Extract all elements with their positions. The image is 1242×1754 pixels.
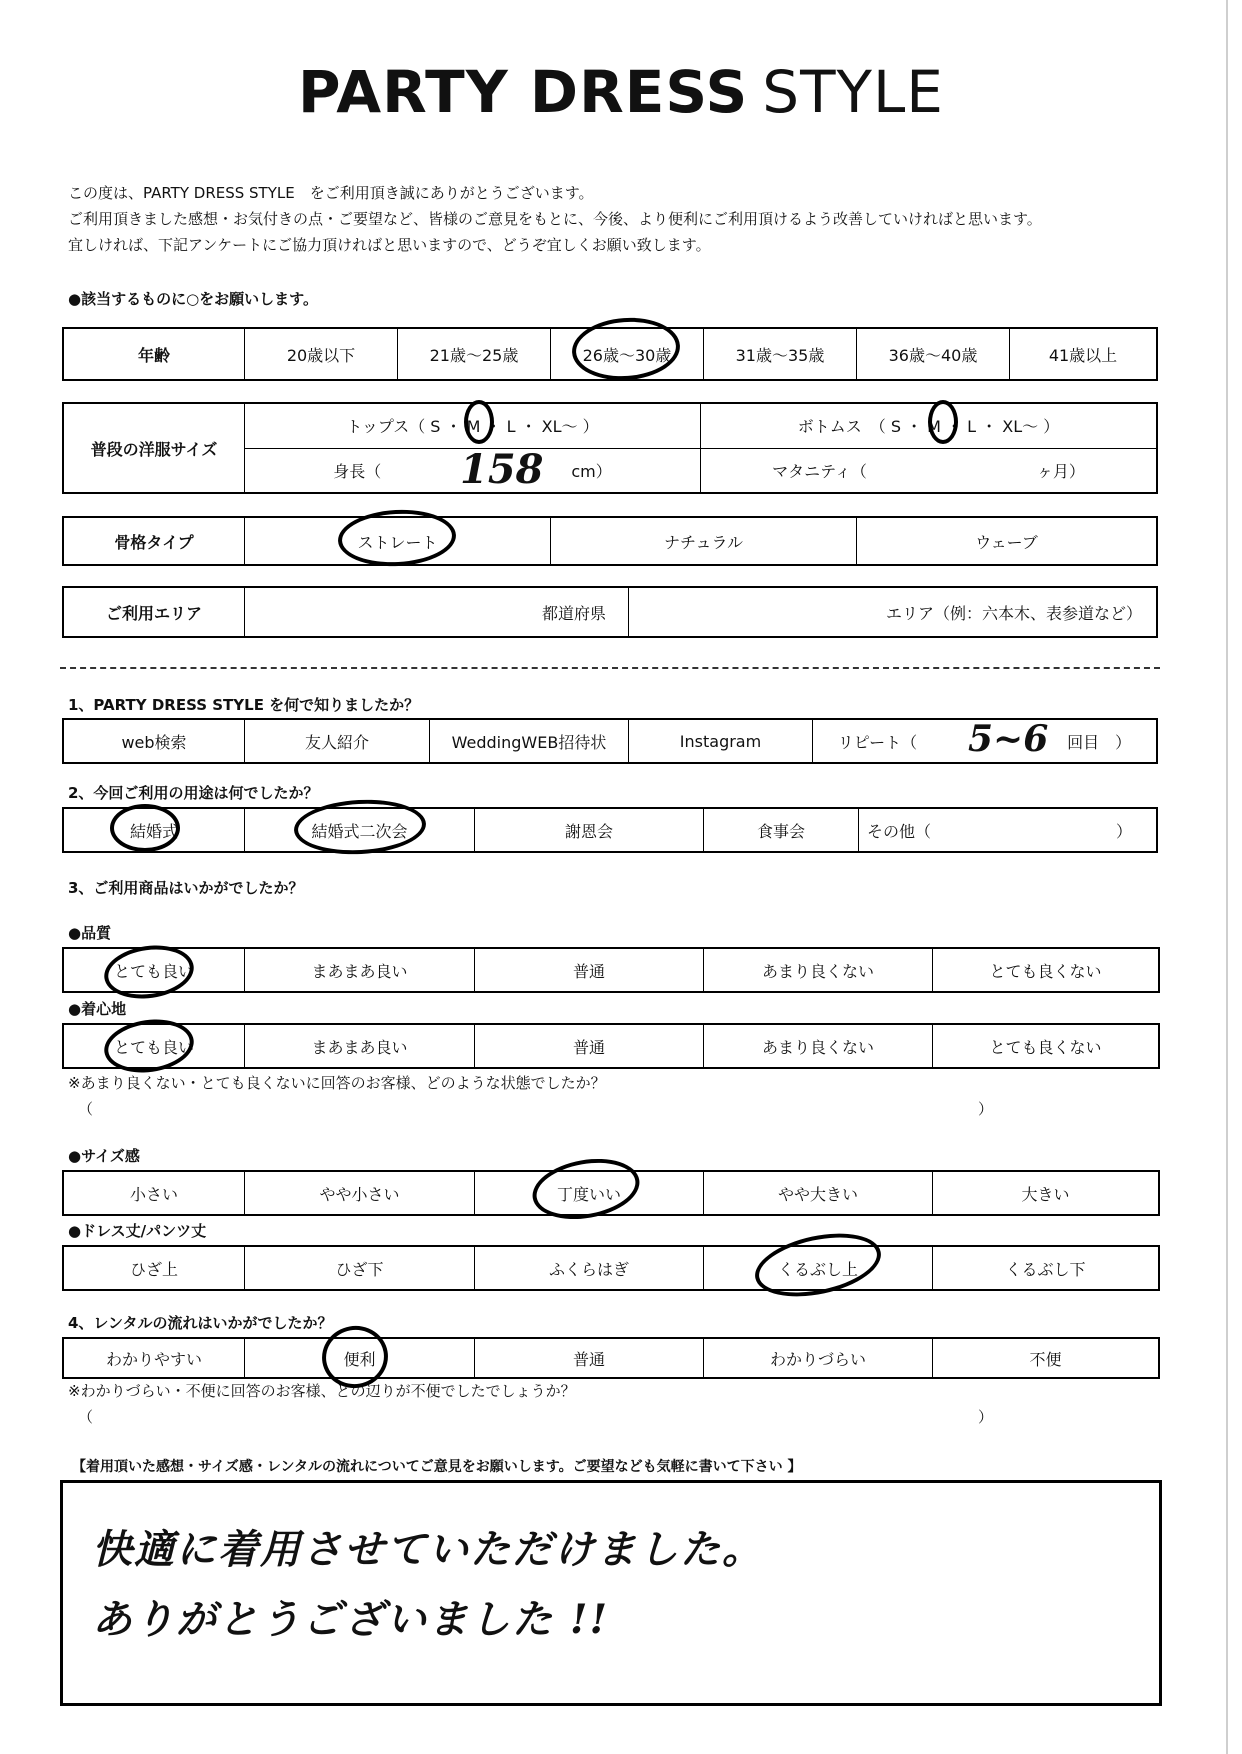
q2-option[interactable]: 結婚式二次会	[244, 809, 474, 851]
quality-table	[62, 947, 1160, 993]
maternity-unit: ヶ月）	[1036, 461, 1085, 481]
fit-option[interactable]: やや小さい	[244, 1172, 474, 1214]
quality-option[interactable]: とても良くない	[932, 949, 1158, 991]
height-handwritten: 158	[460, 446, 544, 493]
comfort-option[interactable]: まあまあ良い	[244, 1025, 474, 1067]
q1-title: 1、PARTY DRESS STYLE を何で知りましたか？	[68, 696, 420, 714]
age-option[interactable]: 20歳以下	[244, 329, 397, 379]
fit-label: ●サイズ感	[68, 1147, 140, 1165]
comfort-note-paren-close: ）	[978, 1100, 994, 1118]
q4-option[interactable]: 便利	[244, 1339, 474, 1377]
comfort-option[interactable]: 普通	[474, 1025, 703, 1067]
comfort-option[interactable]: とても良くない	[932, 1025, 1158, 1067]
size-table	[62, 402, 1158, 494]
length-option[interactable]: ひざ上	[129, 1259, 178, 1279]
title-bold: PARTY DRESS	[298, 58, 749, 126]
q2-option[interactable]: 謝恩会	[474, 809, 703, 851]
length-option[interactable]: ひざ下	[244, 1247, 474, 1289]
repeat-label: リピート（	[837, 732, 918, 752]
comment-line: ありがとうございました !!	[92, 1596, 610, 1643]
intro-line: この度は、PARTY DRESS STYLE をご利用頂き誠にありがとうございます。	[68, 184, 594, 202]
q2-title: 2、今回ご利用の用途は何でしたか？	[68, 784, 319, 802]
comfort-table	[62, 1023, 1160, 1069]
age-option[interactable]: 36歳〜40歳	[856, 329, 1009, 379]
flow-note: ※わかりづらい・不便に回答のお客様、どの辺りが不便でしたでしょうか？	[68, 1382, 576, 1400]
size-label: 普段の洋服サイズ	[90, 439, 218, 459]
quality-option[interactable]: とても良い	[113, 961, 194, 981]
q4-table	[62, 1337, 1160, 1379]
length-option[interactable]: くるぶし下	[932, 1247, 1158, 1289]
body-type-option[interactable]: ナチュラル	[550, 518, 856, 564]
height-unit: cm）	[571, 461, 612, 481]
length-option[interactable]: ふくらはぎ	[474, 1247, 703, 1289]
body-type-option[interactable]: ストレート	[244, 518, 550, 564]
q2-other[interactable]	[858, 809, 1156, 851]
flow-note-paren-open: （	[78, 1408, 94, 1426]
section-divider	[60, 667, 1160, 669]
body-type-label: 骨格タイプ	[114, 532, 194, 552]
comfort-option[interactable]: とても良い	[113, 1037, 194, 1057]
title-thin: STYLE	[762, 58, 944, 126]
profile-heading: ●該当するものに○をお願いします。	[68, 290, 318, 308]
repeat-unit: 回目 ）	[1067, 732, 1132, 752]
quality-option[interactable]: あまり良くない	[703, 949, 932, 991]
tops-size[interactable]: トップス（ S ・ M ・ L ・ XL〜 ）	[346, 417, 599, 437]
q2-table	[62, 807, 1158, 853]
selection-circle-tops-m	[464, 400, 494, 444]
q1-option[interactable]: Instagram	[628, 720, 812, 762]
other-label: その他（	[867, 821, 932, 841]
age-option[interactable]: 41歳以上	[1009, 329, 1156, 379]
selection-circle-length	[749, 1223, 886, 1306]
maternity-label: マタニティ（	[772, 461, 867, 481]
maternity-field[interactable]	[700, 449, 1156, 493]
age-option[interactable]: 31歳〜35歳	[703, 329, 856, 379]
body-type-table	[62, 516, 1158, 566]
q1-option[interactable]: WeddingWEB招待状	[429, 720, 628, 762]
length-option[interactable]: くるぶし上	[703, 1247, 932, 1289]
q1-option[interactable]: 友人紹介	[244, 720, 429, 762]
q4-option[interactable]: わかりやすい	[105, 1349, 202, 1369]
area-table	[62, 586, 1158, 638]
page-title	[0, 58, 1242, 126]
intro-line: ご利用頂きました感想・お気付きの点・ご要望など、皆様のご意見をもとに、今後、より便利にご利用頂けるよう改善していければと思います。	[68, 210, 1042, 228]
comfort-note: ※あまり良くない・とても良くないに回答のお客様、どのような状態でしたか？	[68, 1074, 606, 1092]
repeat-handwritten: 5~6	[968, 718, 1049, 760]
size-grid	[244, 404, 1156, 492]
q1-option[interactable]: web検索	[121, 732, 187, 752]
comfort-note-paren-open: （	[78, 1100, 94, 1118]
q4-title: 4、レンタルの流れはいかがでしたか？	[68, 1314, 333, 1332]
selection-circle-usage-wedding	[110, 804, 180, 852]
length-table	[62, 1245, 1160, 1291]
q2-option[interactable]: 食事会	[703, 809, 858, 851]
length-label: ●ドレス丈/パンツ丈	[68, 1222, 207, 1240]
fit-option[interactable]: 大きい	[932, 1172, 1158, 1214]
selection-circle-bottoms-m	[928, 400, 958, 444]
q2-option[interactable]: 結婚式	[129, 821, 178, 841]
age-option[interactable]: 26歳〜30歳	[550, 329, 703, 379]
fit-option[interactable]: 丁度いい	[474, 1172, 703, 1214]
intro-line: 宜しければ、下記アンケートにご協力頂ければと思いますので、どうぞ宜しくお願い致します。	[68, 236, 711, 254]
comfort-label: ●着心地	[68, 1000, 127, 1018]
height-label: 身長（	[333, 461, 382, 481]
quality-label: ●品質	[68, 924, 112, 942]
q4-option[interactable]: わかりづらい	[703, 1339, 932, 1377]
q3-title: 3、ご利用商品はいかがでしたか？	[68, 879, 304, 897]
comfort-option[interactable]: あまり良くない	[703, 1025, 932, 1067]
intro-text	[68, 180, 1042, 258]
fit-option[interactable]: 小さい	[129, 1184, 178, 1204]
q4-option[interactable]: 不便	[932, 1339, 1158, 1377]
age-option[interactable]: 21歳〜25歳	[397, 329, 550, 379]
prefecture-field[interactable]: 都道府県	[244, 588, 628, 636]
area-label: ご利用エリア	[105, 603, 202, 623]
quality-option[interactable]: まあまあ良い	[244, 949, 474, 991]
flow-note-paren-close: ）	[978, 1408, 994, 1426]
other-close: ）	[1115, 821, 1132, 841]
q4-option[interactable]: 普通	[474, 1339, 703, 1377]
scan-edge	[1226, 0, 1228, 1754]
quality-option[interactable]: 普通	[474, 949, 703, 991]
comment-line: 快適に着用させていただけました。	[92, 1526, 764, 1573]
age-label: 年齢	[137, 345, 170, 365]
body-type-option[interactable]: ウェーブ	[856, 518, 1156, 564]
bottoms-size[interactable]: ボトムス （ S ・ M ・ L ・ XL〜 ）	[700, 404, 1156, 448]
fit-option[interactable]: やや大きい	[703, 1172, 932, 1214]
area-field[interactable]: エリア（例：六本木、表参道など）	[628, 588, 1156, 636]
comment-heading: 【着用頂いた感想・サイズ感・レンタルの流れについてご意見をお願いします。ご要望なども気軽に書いて下さい 】	[72, 1459, 802, 1475]
